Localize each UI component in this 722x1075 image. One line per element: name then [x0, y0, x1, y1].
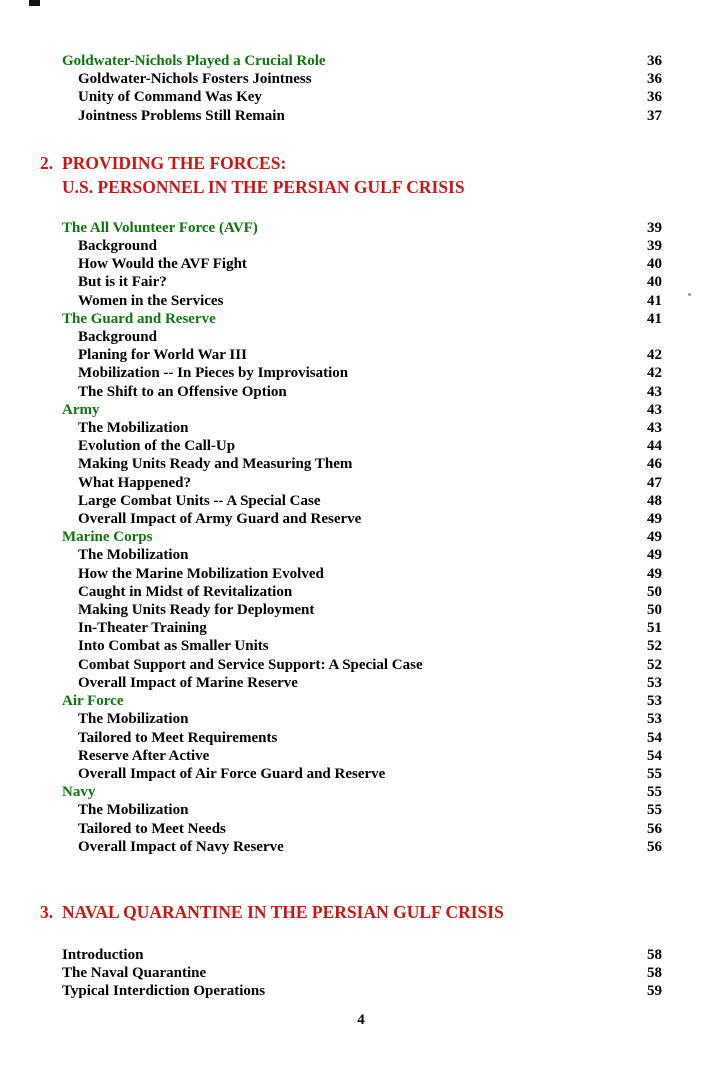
toc-row	[78, 747, 662, 765]
toc-entry-group	[40, 219, 662, 856]
toc-entry-label: What Happened?	[78, 474, 191, 491]
toc-row	[78, 383, 662, 401]
scan-artifact-mark	[29, 0, 40, 6]
chapter-title-line: U.S. PERSONNEL IN THE PERSIAN GULF CRISIS	[62, 176, 465, 197]
toc-entry-label: Combat Support and Service Support: A Special Case	[78, 656, 423, 673]
chapter-title-lines	[62, 900, 662, 924]
toc-entry-label: Women in the Services	[78, 292, 224, 309]
toc-entry-label: Jointness Problems Still Remain	[78, 107, 285, 124]
toc-entry-page: 59	[647, 983, 662, 1000]
toc-row	[78, 237, 662, 255]
toc-row	[62, 52, 662, 70]
toc-entry-page: 47	[647, 474, 662, 491]
toc-entry-page: 36	[647, 71, 662, 88]
toc-entry-page: 37	[647, 107, 662, 124]
toc-entry-page: 56	[647, 838, 662, 855]
toc-entry-label: The All Volunteer Force (AVF)	[62, 219, 258, 236]
toc-entry-page: 40	[647, 256, 662, 273]
toc-row	[78, 437, 662, 455]
toc-entry-page: 51	[647, 620, 662, 637]
toc-entry-page: 43	[647, 401, 662, 418]
toc-row	[78, 765, 662, 783]
toc-entry-page: 48	[647, 492, 662, 509]
toc-row	[78, 710, 662, 728]
toc-entry-page: 49	[647, 511, 662, 528]
toc-entry-page: 49	[647, 529, 662, 546]
toc-entry-page: 42	[647, 365, 662, 382]
toc-row	[78, 637, 662, 655]
toc-row	[78, 510, 662, 528]
toc-row	[78, 474, 662, 492]
toc-row	[78, 729, 662, 747]
toc-entry-page: 41	[647, 310, 662, 327]
chapter-title-lines	[62, 151, 662, 199]
toc-entry-page: 53	[647, 693, 662, 710]
toc-row	[78, 565, 662, 583]
toc-entry-label: How Would the AVF Fight	[78, 256, 247, 273]
toc-entry-label: Large Combat Units -- A Special Case	[78, 492, 321, 509]
toc-row	[78, 801, 662, 819]
toc-entry-label: Goldwater-Nichols Fosters Jointness	[78, 71, 312, 88]
toc-row	[62, 219, 662, 237]
toc-entry-group	[40, 946, 662, 1001]
toc-entry-page: 43	[647, 383, 662, 400]
toc-row	[62, 964, 662, 982]
toc-entry-label: The Mobilization	[78, 547, 189, 564]
chapter-number: 2.	[40, 152, 54, 173]
toc-entry-page: 39	[647, 219, 662, 236]
toc-entry-label: Mobilization -- In Pieces by Improvisation	[78, 365, 349, 382]
toc-entry-page: 55	[647, 784, 662, 801]
toc-row	[78, 492, 662, 510]
toc-row	[78, 70, 662, 88]
toc-row	[78, 656, 662, 674]
toc-entry-label: Evolution of the Call-Up	[78, 438, 236, 455]
toc-row	[78, 364, 662, 382]
toc-entry-page: 55	[647, 765, 662, 782]
toc-entry-label: Planing for World War III	[78, 347, 247, 364]
toc-row	[78, 546, 662, 564]
toc-entry-label: Overall Impact of Marine Reserve	[78, 674, 298, 691]
toc-entry-page: 36	[647, 53, 662, 69]
toc-entry-page: 43	[647, 420, 662, 437]
toc-row	[62, 692, 662, 710]
toc-row	[62, 528, 662, 546]
toc-entry-page: 54	[647, 729, 662, 746]
toc-entry-label: The Mobilization	[78, 802, 189, 819]
toc-entry-label: Navy	[62, 784, 96, 801]
toc-row	[62, 946, 662, 964]
toc-entry-label: Making Units Ready for Deployment	[78, 602, 315, 619]
chapter-number: 3.	[40, 901, 54, 922]
toc-row	[78, 419, 662, 437]
toc-entry-page: 53	[647, 711, 662, 728]
toc-row	[78, 328, 662, 346]
toc-entry-label: The Shift to an Offensive Option	[78, 383, 287, 400]
toc-entry-label: Background	[78, 238, 157, 255]
toc-entry-label: Caught in Midst of Revitalization	[78, 583, 293, 600]
toc-entry-page: 50	[647, 583, 662, 600]
toc-entry-page: 56	[647, 820, 662, 837]
toc-row	[78, 838, 662, 856]
toc-entry-label: In-Theater Training	[78, 620, 207, 637]
toc-row	[78, 455, 662, 473]
toc-entry-page: 52	[647, 638, 662, 655]
toc-entry-page: 52	[647, 656, 662, 673]
toc-row	[78, 674, 662, 692]
toc-entry-label: Unity of Command Was Key	[78, 89, 262, 106]
toc-row	[78, 820, 662, 838]
toc-entry-label: Tailored to Meet Requirements	[78, 729, 278, 746]
toc-row	[78, 619, 662, 637]
toc-entry-label: Air Force	[62, 693, 124, 710]
page-number: 4	[357, 1012, 365, 1028]
toc-entry-page: 39	[647, 238, 662, 255]
toc-entry-page: 50	[647, 602, 662, 619]
toc-entry-label: The Naval Quarantine	[62, 965, 207, 982]
toc-row	[78, 255, 662, 273]
toc-row	[62, 783, 662, 801]
toc-entry-label: Background	[78, 329, 157, 346]
toc-entry-page: 42	[647, 347, 662, 364]
toc-entry-label: Introduction	[62, 946, 144, 963]
toc-entry-label: Making Units Ready and Measuring Them	[78, 456, 353, 473]
table-of-contents	[40, 0, 662, 1001]
toc-row	[78, 292, 662, 310]
scan-artifact-dot	[688, 293, 691, 296]
chapter-heading	[40, 151, 662, 199]
toc-row	[78, 273, 662, 291]
toc-entry-label: Typical Interdiction Operations	[62, 983, 266, 1000]
toc-entry-page: 46	[647, 456, 662, 473]
toc-entry-label: Overall Impact of Air Force Guard and Reserve	[78, 765, 386, 782]
toc-entry-page: 44	[647, 438, 662, 455]
toc-entry-page: 49	[647, 565, 662, 582]
toc-entry-group	[40, 52, 662, 125]
toc-entry-page: 53	[647, 674, 662, 691]
toc-row	[78, 346, 662, 364]
toc-entry-label: The Guard and Reserve	[62, 310, 216, 327]
toc-entry-label: Into Combat as Smaller Units	[78, 638, 269, 655]
toc-entry-label: Goldwater-Nichols Played a Crucial Role	[62, 53, 326, 69]
chapter-heading	[40, 900, 662, 924]
toc-row	[62, 401, 662, 419]
chapter-title-line: PROVIDING THE FORCES:	[62, 152, 287, 173]
toc-entry-page: 58	[647, 965, 662, 982]
toc-row	[62, 310, 662, 328]
toc-entry-label: Marine Corps	[62, 529, 153, 546]
toc-entry-page: 49	[647, 547, 662, 564]
toc-entry-page: 58	[647, 946, 662, 963]
toc-entry-label: Tailored to Meet Needs	[78, 820, 226, 837]
toc-entry-label: The Mobilization	[78, 711, 189, 728]
toc-entry-page: 40	[647, 274, 662, 291]
toc-row	[78, 88, 662, 106]
toc-entry-label: How the Marine Mobilization Evolved	[78, 565, 324, 582]
toc-entry-page: 41	[647, 292, 662, 309]
toc-row	[78, 583, 662, 601]
toc-entry-page: 55	[647, 802, 662, 819]
toc-entry-label: But is it Fair?	[78, 274, 167, 291]
toc-entry-label: Reserve After Active	[78, 747, 210, 764]
toc-row	[78, 601, 662, 619]
toc-entry-page: 54	[647, 747, 662, 764]
toc-entry-label: The Mobilization	[78, 420, 189, 437]
toc-row	[62, 982, 662, 1000]
toc-row	[78, 107, 662, 125]
toc-entry-page: 36	[647, 89, 662, 106]
toc-entry-label: Overall Impact of Navy Reserve	[78, 838, 284, 855]
chapter-title-line: NAVAL QUARANTINE IN THE PERSIAN GULF CRISIS	[62, 901, 504, 922]
toc-entry-label: Army	[62, 401, 100, 418]
toc-entry-label: Overall Impact of Army Guard and Reserve	[78, 511, 362, 528]
